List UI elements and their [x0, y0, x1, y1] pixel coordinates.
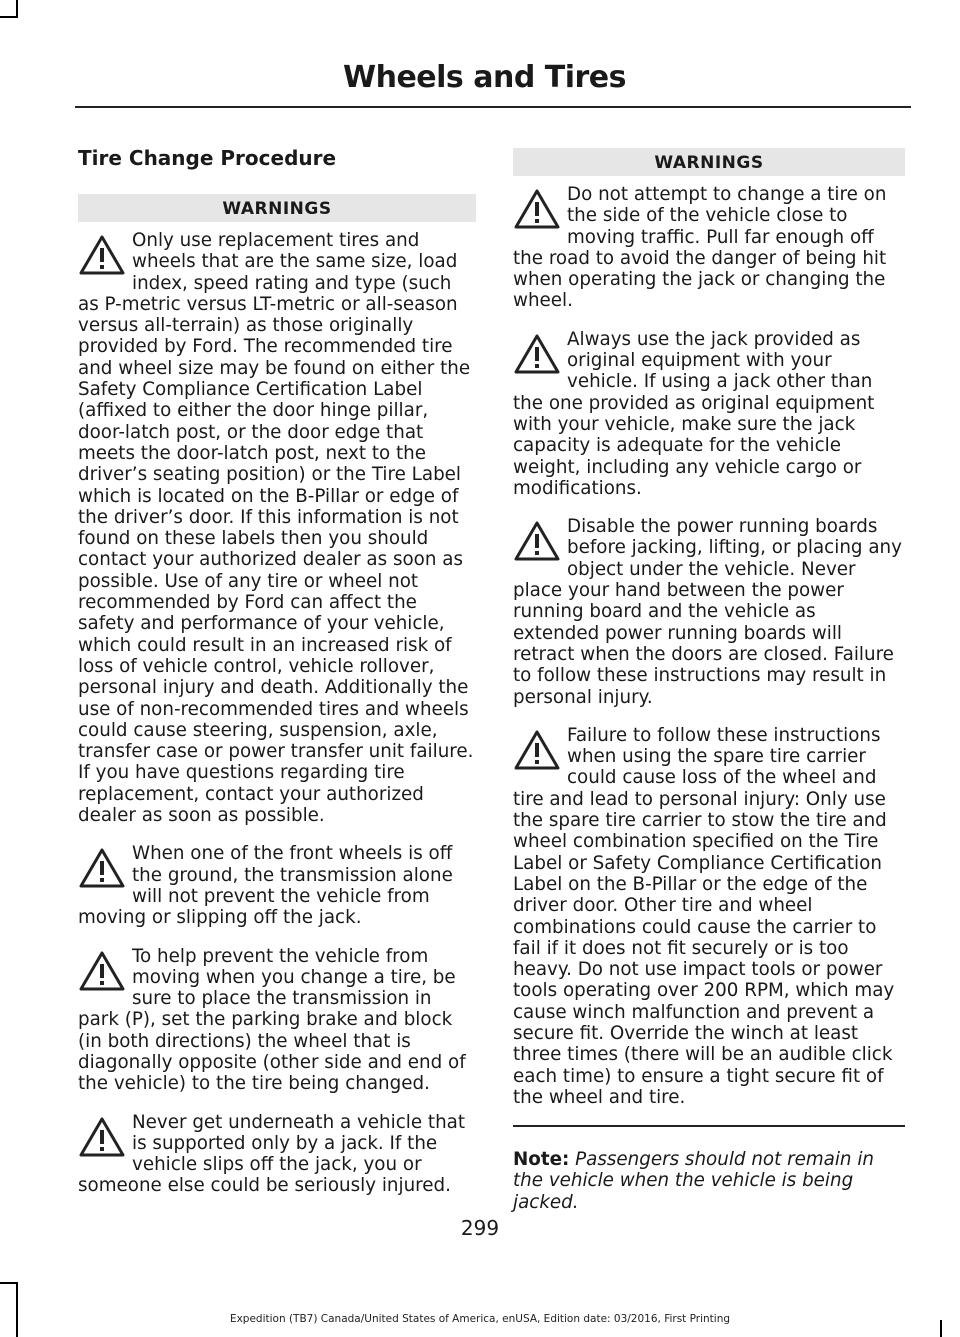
warning-triangle-icon [78, 847, 126, 889]
warning-item [513, 184, 905, 312]
page-section-title: Wheels and Tires [343, 60, 626, 95]
warning-item [78, 843, 476, 928]
header-divider [75, 106, 911, 108]
warnings-header: WARNINGS [78, 194, 476, 222]
procedure-heading: Tire Change Procedure [78, 146, 337, 170]
warning-text: Only use replacement tires and wheels that are the same size, load index, speed rating and type (such as P-metric versus LT-metric or all-season versus all-terrain) as those originally provided by Ford. The recommended tire and wheel size may be found on either the Safety Compliance Certification Label (affixed to either the door hinge pillar, door-latch post, or the door edge that meets the door-latch post, next to the driver’s seating position) or the Tire Label which is located on the B-Pillar or edge of the driver’s door. If this information is not found on these labels then you should contact your authorized dealer as soon as possible. Use of any tire or wheel not recommended by Ford can affect the safety and performance of your vehicle, which could result in an increased risk of loss of vehicle control, vehicle rollover, personal injury and death. Additionally the use of non-recommended tires and wheels could cause steering, suspension, axle, transfer case or power transfer unit failure. If you have questions regarding tire replacement, contact your authorized dealer as soon as possible. [78, 230, 474, 827]
warning-text: When one of the front wheels is off the ground, the transmission alone will not prevent the vehicle from moving or slipping off the jack. [78, 843, 453, 929]
warning-text: To help prevent the vehicle from moving when you change a tire, be sure to place the transmission in park (P), set the parking brake and block (in both directions) the wheel that is diagonally opposite (other side and end of the vehicle) to the tire being changed. [78, 945, 466, 1095]
footer-edition-info: Expedition (TB7) Canada/United States of America, enUSA, Edition date: 03/2016, First Printing [229, 1313, 731, 1325]
warnings-end-divider [513, 1125, 905, 1127]
warning-triangle-icon [78, 1116, 126, 1158]
warning-item [513, 516, 905, 708]
warning-item [513, 725, 905, 1108]
warning-triangle-icon [78, 950, 126, 992]
warning-item [513, 329, 905, 499]
warning-triangle-icon [513, 729, 561, 771]
crop-mark-bottom-left [16, 1282, 18, 1337]
warning-triangle-icon [513, 333, 561, 375]
warning-triangle-icon [513, 188, 561, 230]
note-label: Note: [513, 1149, 570, 1171]
right-column [513, 138, 905, 1213]
note-text: Passengers should not remain in the vehicle when the vehicle is being jacked. [513, 1149, 874, 1213]
warnings-header: WARNINGS [513, 148, 905, 176]
warning-text: Never get underneath a vehicle that is supported only by a jack. If the vehicle slips off the jack, you or someone else could be seriously injured. [78, 1111, 466, 1197]
left-column [78, 138, 476, 1214]
warning-text: Disable the power running boards before jacking, lifting, or placing any object under the vehicle. Never place your hand between the power running board and the vehicle as extended power running boards will retract when the doors are closed. Failure to follow these instructions may result in personal injury. [513, 516, 902, 708]
warning-triangle-icon [513, 520, 561, 562]
warning-text: Failure to follow these instructions when using the spare tire carrier could cause loss of the wheel and tire and lead to personal injury: Only use the spare tire carrier to stow the tire and wheel combination specified on the Tire Label or Safety Compliance Certification Label on the B-Pillar or the edge of the driver door. Other tire and wheel combinations could cause the carrier to fail if it does not fit securely or is too heavy. Do not use impact tools or power tools operating over 200 RPM, which may cause winch malfunction and prevent a secure fit. Override the winch at least three times (there will be an audible click each time) to ensure a tight secure fit of the wheel and tire. [513, 724, 895, 1108]
warning-text: Do not attempt to change a tire on the side of the vehicle close to moving traffic. Pull far enough off the road to avoid the danger of being hit when operating the jack or changing the wheel. [513, 184, 887, 312]
page-number: 299 [460, 1216, 500, 1240]
warning-item [78, 1112, 476, 1197]
crop-mark-top-left-horizontal [0, 16, 18, 18]
warning-triangle-icon [78, 234, 126, 276]
warning-item [78, 230, 476, 826]
note [513, 1149, 905, 1213]
crop-mark-bottom-left-horizontal [0, 1282, 18, 1284]
warning-text: Always use the jack provided as original equipment with your vehicle. If using a jack other than the one provided as original equipment with your vehicle, make sure the jack capacity is adequate for the vehicle weight, including any vehicle cargo or modifications. [513, 328, 875, 499]
warning-item [78, 946, 476, 1095]
